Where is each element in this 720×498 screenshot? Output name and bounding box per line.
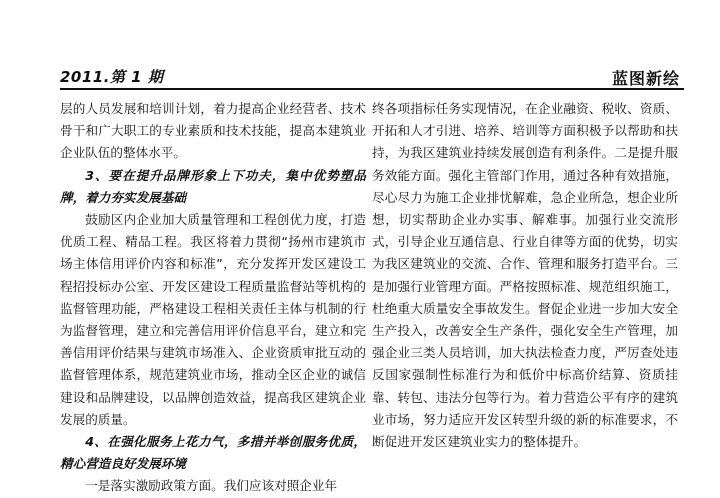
right-column [372,98,678,453]
section-title: 蓝图新绘 [611,69,680,88]
paragraph: 鼓励区内企业加大质量管理和工程创优力度，打造优质工程、精品工程。我区将着力贯彻“扬州市建筑市场主体信用评价内容和标准”，充分发挥开发区建设工程招投标办公室、开发区建设工程质量监督站等机构的监督管理功能，严格建设工程相关责任主体与机制的行为监督管理，建立和完善信用评价信息平台，建立和完善信用评价结果与建筑市场准入、企业资质审批互动的监督管理体系，规范建筑业市场，推动全区企业的诚信建设和品牌建设，以品牌创造效益，提高我区建筑企业发展的质量。 [60,212,366,427]
header-rule [60,88,684,90]
paragraph: 层的人员发展和培训计划，着力提高企业经营者、技术骨干和广大职工的专业素质和技术技能，提高本建筑业企业队伍的整体水平。 [60,101,366,161]
paragraph: 终各项指标任务实现情况，在企业融资、税收、资质、开拓和人才引进、培养、培训等方面积极予以帮助和扶持，为我区建筑业持续发展创造有利条件。二是提升服务效能方面。强化主管部门作用，通过各种有效措施，尽心尽力为施工企业排忧解难，急企业所急，想企业所想，切实帮助企业办实事、解难事。加强行业交流形式，引导企业互通信息、行业自律等方面的优势，切实为我区建筑业的交流、合作、管理和服务打造平台。三是加强行业管理方面。严格按照标准、规范组织施工，杜绝重大质量安全事故发生。督促企业进一步加大安全生产投入，改善安全生产条件，强化安全生产管理，加强企业三类人员培训，加大执法检查力度，严厉查处违反国家强制性标准行为和低价中标高价结算、资质挂靠、转包、违法分包等行为。着力营造公平有序的建筑业市场，努力适应开发区转型升级的新的标准要求，不断促进开发区建筑业实力的整体提升。 [372,101,678,450]
section-heading: 3、要在提升品牌形象上下功夫，集中优势塑品牌，着力夯实发展基础 [60,167,366,205]
page-header [60,66,680,88]
issue-label: 2011.第 1 期 [60,68,164,86]
paragraph: 一是落实激励政策方面。我们应该对照企业年 [85,478,338,494]
section-heading: 4、在强化服务上花力气，多措并举创服务优质，精心营造良好发展环境 [60,434,366,472]
left-column [60,98,366,498]
